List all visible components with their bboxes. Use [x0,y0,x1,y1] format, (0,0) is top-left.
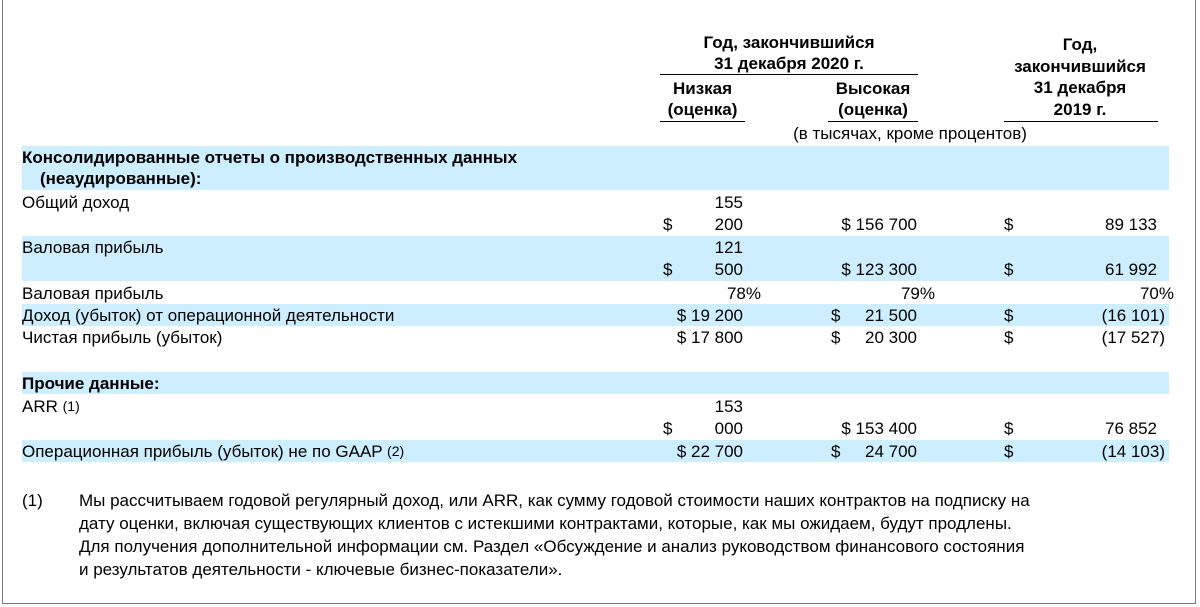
row-gross-low-sym: $ [663,260,673,279]
row-arr-2019-sym: $ [1004,419,1014,438]
row-net-label: Чистая прибыль (убыток) [22,328,223,347]
row-revenue-2019-val: 89 133 [1105,215,1157,234]
header-2019-line1: Год, [1062,35,1098,54]
row-op-low: $ 19 200 [676,306,743,325]
header-2019-rule [1004,121,1158,122]
row-gaap-label-wrap [22,442,404,462]
section1-title-line1: Консолидированные отчеты о производственных данных [22,148,518,167]
row-revenue-low-val: 200 [714,215,743,234]
row-gaap-footnote-ref: (2) [387,443,405,459]
row-revenue-label: Общий доход [22,193,130,212]
header-low-line1: Низкая [672,79,733,98]
row-arr-low-sym: $ [663,419,673,438]
row-gaap-high-sym: $ [831,442,841,461]
row-arr-footnote-ref: (1) [62,398,80,414]
row-revenue-2019-sym: $ [1004,215,1014,234]
row-revenue-low-top: 155 [714,193,743,212]
footnote-marker: (1) [22,491,43,510]
row-gross-low-top: 121 [714,238,743,257]
section2-band [22,372,1169,394]
row-margin-2019: 70% [1139,284,1174,303]
row-net-high-val: 20 300 [865,328,917,347]
header-2020-line2: 31 декабря 2020 г. [714,54,864,73]
row-op-2019-val: (16 101) [1101,306,1165,325]
row-gaap-label: Операционная прибыль (убыток) не по GAAP [22,442,383,461]
header-2019-line2: закончившийся [1014,57,1146,76]
row-margin-label: Валовая прибыль [22,284,164,303]
row-revenue-low-sym: $ [663,215,673,234]
row-op-high-val: 21 500 [865,306,917,325]
row-arr-low-val: 000 [714,419,743,438]
header-2019-line3: 31 декабря [1033,78,1127,97]
row-arr-low-top: 153 [714,397,743,416]
row-arr-label: ARR [22,397,58,416]
row-margin-low: 78% [726,284,761,303]
row-net-low: $ 17 800 [676,328,743,347]
header-high-line2: (оценка) [838,100,908,119]
row-gross-2019-val: 61 992 [1105,260,1157,279]
gross-profit-band [22,236,1169,281]
row-op-high-sym: $ [831,306,841,325]
units-note: (в тысячах, кроме процентов) [793,124,1027,143]
header-high-rule [828,121,918,122]
header-2019-line4: 2019 г. [1053,100,1107,119]
row-arr-label-wrap [22,397,80,417]
row-net-2019-val: (17 527) [1101,328,1165,347]
section1-title-line2: (неаудированные): [40,169,202,188]
header-2020-line1: Год, закончившийся [703,33,875,52]
row-arr-2019-val: 76 852 [1105,419,1157,438]
header-2020-rule [660,74,918,75]
row-margin-high: 79% [900,284,935,303]
section2-title: Прочие данные: [22,374,160,393]
row-gross-label: Валовая прибыль [22,238,164,257]
row-gross-2019-sym: $ [1004,260,1014,279]
row-net-2019-sym: $ [1004,328,1014,347]
row-op-label: Доход (убыток) от операционной деятельности [22,306,395,325]
footnote-line4: и результатов деятельности - ключевые бизнес-показатели». [79,560,563,579]
row-gaap-low: $ 22 700 [676,442,743,461]
footnote-line1: Мы рассчитываем годовой регулярный доход, или ARR, как сумму годовой стоимости наших контрактов на подписку на [79,491,1030,510]
row-gaap-2019-val: (14 103) [1101,442,1165,461]
row-gaap-2019-sym: $ [1004,442,1014,461]
row-gross-high: $ 123 300 [841,260,917,279]
row-gaap-high-val: 24 700 [865,442,917,461]
row-gross-low-val: 500 [714,260,743,279]
row-arr-high: $ 153 400 [841,419,917,438]
footnote-line3: Для получения дополнительной информации см. Раздел «Обсуждение и анализ руководством финансового состояния [79,537,1025,556]
row-net-high-sym: $ [831,328,841,347]
header-low-line2: (оценка) [667,100,738,119]
row-revenue-high: $ 156 700 [841,215,917,234]
header-high-line1: Высокая [835,79,911,98]
header-low-rule [660,121,745,122]
footnote-line2: дату оценки, включая существующих клиентов с истекшими контрактами, которые, как мы ожидаем, будут продлены. [79,514,1012,533]
row-op-2019-sym: $ [1004,306,1014,325]
